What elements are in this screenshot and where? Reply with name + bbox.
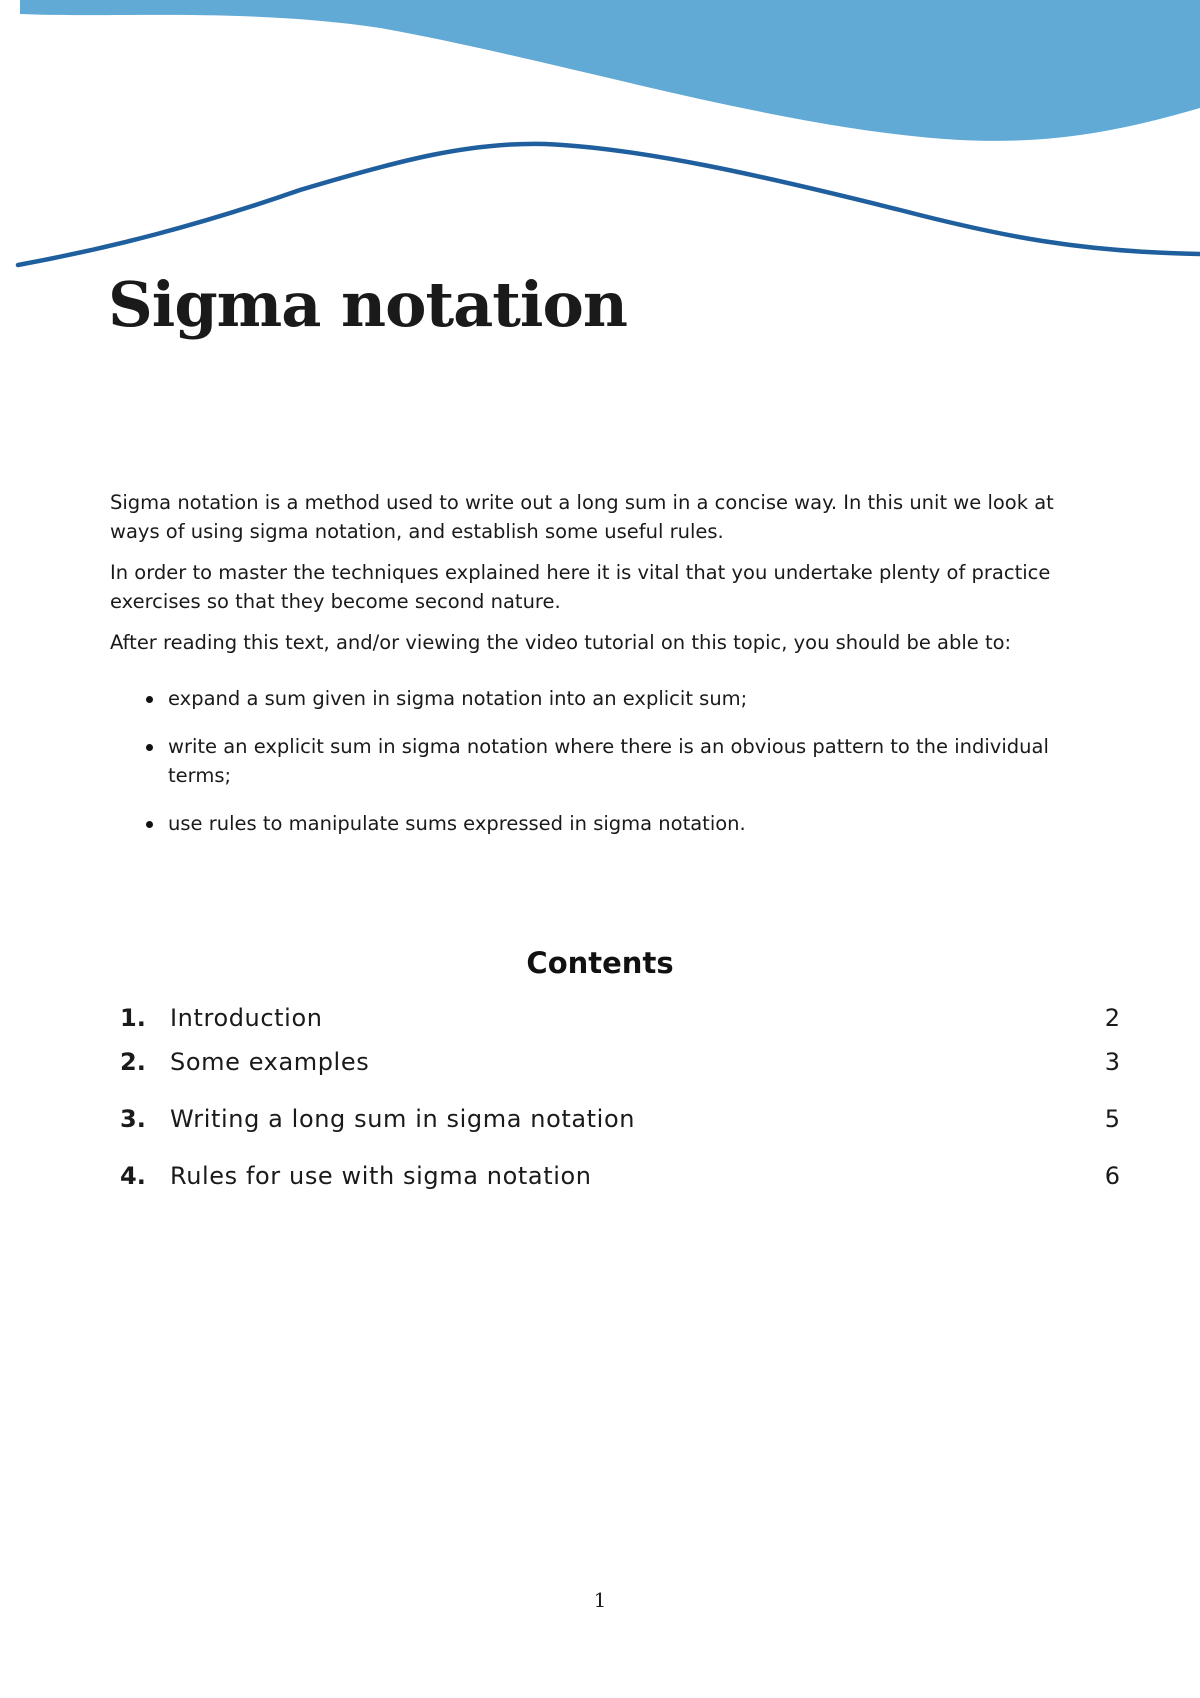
toc-entry-label: Some examples bbox=[170, 1048, 370, 1076]
list-item bbox=[110, 684, 1100, 713]
toc-entry-page: 2 bbox=[1104, 1004, 1120, 1032]
toc-entry-some-examples[interactable] bbox=[120, 1048, 1120, 1084]
toc-entry-number: 1. bbox=[120, 1004, 146, 1032]
toc-entry-label: Introduction bbox=[170, 1004, 323, 1032]
contents-heading: Contents bbox=[526, 946, 674, 980]
toc-entry-number: 3. bbox=[120, 1105, 146, 1133]
toc-entry-rules[interactable] bbox=[120, 1162, 1120, 1198]
toc-entry-page: 5 bbox=[1104, 1105, 1120, 1133]
intro-paragraph: In order to master the techniques explained here it is vital that you undertake plenty of practice exercises so that they become second nature. bbox=[110, 561, 1051, 613]
toc-entry-number: 2. bbox=[120, 1048, 146, 1076]
toc-entry-label: Rules for use with sigma notation bbox=[170, 1162, 592, 1190]
objective-text: write an explicit sum in sigma notation where there is an obvious pattern to the individual terms; bbox=[168, 735, 1049, 787]
toc-entry-label: Writing a long sum in sigma notation bbox=[170, 1105, 636, 1133]
bullet-icon bbox=[146, 821, 153, 828]
intro-paragraph: Sigma notation is a method used to write out a long sum in a concise way. In this unit we look at ways of using sigma notation, and establish some useful rules. bbox=[110, 491, 1054, 543]
list-item bbox=[110, 809, 1100, 838]
header-wave-decoration bbox=[0, 0, 1200, 280]
objective-text: use rules to manipulate sums expressed in sigma notation. bbox=[168, 812, 746, 835]
toc-entry-introduction[interactable] bbox=[120, 1004, 1120, 1040]
intro-section bbox=[110, 488, 1100, 857]
bullet-icon bbox=[146, 696, 153, 703]
header-wave-fill bbox=[20, 0, 1200, 141]
list-item bbox=[110, 732, 1100, 790]
bullet-icon bbox=[146, 744, 153, 751]
header-wave-line bbox=[18, 144, 1200, 265]
intro-paragraph: After reading this text, and/or viewing the video tutorial on this topic, you should be able to: bbox=[110, 631, 1012, 654]
toc-entry-writing-long-sum[interactable] bbox=[120, 1105, 1120, 1141]
toc-entry-number: 4. bbox=[120, 1162, 146, 1190]
objectives-list bbox=[110, 684, 1100, 838]
toc-entry-page: 6 bbox=[1104, 1162, 1120, 1190]
toc-entry-page: 3 bbox=[1104, 1048, 1120, 1076]
objective-text: expand a sum given in sigma notation into an explicit sum; bbox=[168, 687, 748, 710]
document-title: Sigma notation bbox=[108, 268, 627, 341]
page-number: 1 bbox=[593, 1588, 607, 1612]
